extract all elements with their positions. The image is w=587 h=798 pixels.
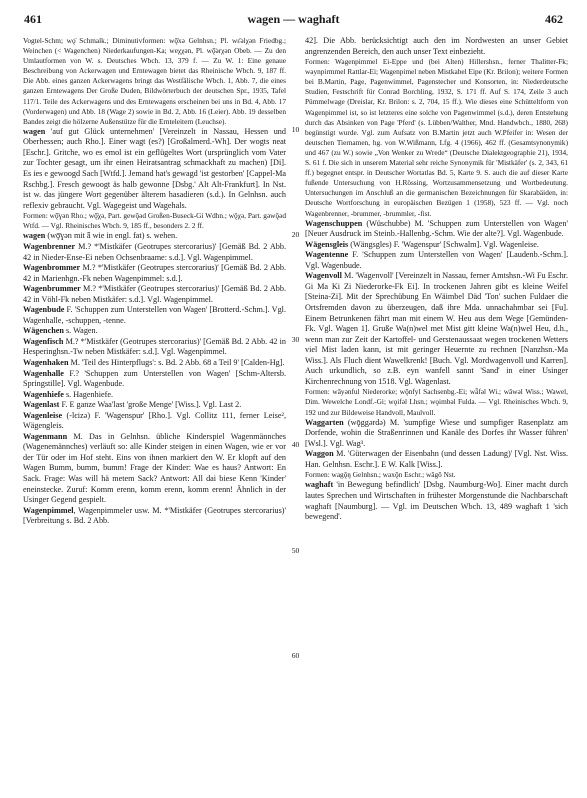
entry-text: F. E ganze Waa'last 'große Menge' [Wiss.]. Vgl. Last 2. xyxy=(59,400,242,410)
entry-headword: Wagenleise xyxy=(23,410,63,420)
entry-text: (Wängsgles) F. 'Wagenspur' [Schwalm]. Vgl. Wagenleise. xyxy=(348,239,539,249)
dictionary-entry xyxy=(305,219,568,240)
entry-text: Formen: wāyənful Niederorke; wǭnfyl Sachsenbg.-Ei; wǟfəl Wi.; wāwəl Wiss.; Wawel, Dim. Wewelche Londf.-Gi; wǫifəl Lhsn.; wǫimbəl Fulda. — Vgl. Rheinisches Wbch. 9, 192 und zur Bildeweise Handvoll, Maulvoll. xyxy=(305,387,568,417)
line-number: 20 xyxy=(291,230,300,239)
dictionary-entry xyxy=(23,432,286,506)
dictionary-entry xyxy=(23,127,286,211)
page-header xyxy=(24,12,563,28)
entry-headword: Wagenbrummer xyxy=(23,284,81,294)
entry-text: (Wüschubbe) M. 'Schuppen zum Unterstellen von Wagen' [Neuer Ausdruck im Steinb.-Hallenbg.-Schm. Wie der alte?]. Vgl. Wagenbude. xyxy=(305,218,568,239)
entry-headword: Wagenlast xyxy=(23,400,60,410)
dictionary-entry xyxy=(305,240,568,251)
entry-note xyxy=(305,57,568,219)
entry-note xyxy=(305,36,568,57)
entry-text: , Wagenpimmeler usw. M. *'Mistkäfer (Geotrupes stercorarius)' [Verbreitung s. Bd. 2 Abb. xyxy=(23,505,286,526)
entry-text: M. 'Teil des Hinterpflugs': s. Bd. 2 Abb. 68 a Teil 9' [Calden-Hg]. xyxy=(68,357,285,367)
entry-text: s. Hagenhiefe. xyxy=(63,389,114,399)
entry-note xyxy=(305,470,568,480)
entry-text: Formen: wagǭŋ Gelnhsn.; waxǭn Eschr.; wāgō Nst. xyxy=(305,470,456,480)
dictionary-entry xyxy=(23,411,286,432)
page-number-right: 462 xyxy=(545,12,563,26)
entry-headword: Wagenvoll xyxy=(305,271,342,281)
entry-text: Vogtel-Schm; wǫ̈ Schmalk.; Diminutivformen: wǭ̈xə Gelnhsn.; Pl. wɛ̄əlχən Friedbg.; Weinchen (< Wagenchen) Niederkaufungen-Ka; weχχən, Pl. wǭ̈ərχən Obeb. — Zu den Umlautformen von W. s. Deutsches Wbch. 13, 379 f. — Zu W. 1: Eine genaue Beschreibung von Ackerwagen und Erntewagen bietet das Rheinische Wbch. 9, 187 ff. Die Abb. eines ganzen Ackerwagens bringt das Westfälische Wbch. 1, Abb. 7, die eines ganzen Erntewagens Der Große Duden, Bildwörterbuch der deutschen Spr., 1935, Tafel 117/1. Teile des Ackerwagens und des Erntewagens erscheinen bei uns in Bd. 4, Abb. 17 (Vorderwagen) und Abb. 18 (Wage 2) sowie in Bd. 2, Abb. 16 (Leier). Abb. 19 desselben Bandes zeigt die hölzerne Außenstütze für die Ernteleitern (Leuchse). xyxy=(23,36,286,126)
entry-headword: Wagentenne xyxy=(305,250,349,260)
dictionary-entry xyxy=(23,242,286,263)
entry-text: F. 'Schuppen zum Unterstellen von Wagen' [Laudenb.-Schm.]. Vgl. Wagenbude. xyxy=(305,250,568,270)
entry-headword: Wagenhaken xyxy=(23,357,69,367)
entry-text: (wǭggərdə) M. 'sumpfige Wiese und sumpfiger Rasenplatz am Dorfende, wohin die Straßenrinnen und Kanäle des Dorfes ihr Wasser führen' [Wsl.]. Vgl. Wag³. xyxy=(305,417,568,448)
dictionary-entry xyxy=(23,284,286,305)
dictionary-entry xyxy=(305,418,568,450)
line-number-gutter xyxy=(286,36,305,791)
entry-text: M.? *'Mistkäfer (Geotrupes stercorarius)' [Gemäß Bd. 2 Abb. 42 in Hesperinghsn.-Tw neben Mistkäfer: s.d.]. Vgl. Wagenpimmel. xyxy=(23,336,286,357)
entry-text: Formen: wǭ̄ɣən Rho.; wǭ̄χə, Part. gewǭəd Großen-Buseck-Gi Wdhn.; wǭχə, Part. gəwǭəd Wtfd. — Vgl. Rheinisches Wbch. 9, 185 ff., besonders 2. 2 ff. xyxy=(23,211,286,231)
entry-text: M. 'Güterwagen der Eisenbahn (und dessen Ladung)' [Vgl. Nst. Wiss. Han. Gelnhsn. Eschr.]. E W. Kalk [Wiss.]. xyxy=(305,449,568,469)
line-number: 10 xyxy=(291,125,300,134)
entry-text: F.? 'Schuppen zum Unterstellen von Wagen' [Schm-Altersb. Springstille]. Vgl. Wagenbude. xyxy=(23,368,286,389)
right-column xyxy=(305,36,568,791)
entry-headword: Wagenbrenner xyxy=(23,241,76,251)
entry-text: M. Das in Gelnhsn. übliche Kinderspiel Wagenmännches (Wagenemännches) verläuft so: alle Kinder steigen in einen Wagen, wie er vor der Tür oder im Hof steht. Eins von ihnen markiert den W. Er klopft auf den Wagen Bumm, bumm, bumm! Frage der Kinder: Wae es haus? Antwort: En Sack. Frage: Was will hä metem Sack? Antwort: All dai biese Kenn 'Kinder' eneinstecke. Zuruf: Komm erenn, komm erenn, komm erenn! Ähnlich in der Usinger Gegend gespielt. xyxy=(23,431,286,505)
entry-headword: wagen xyxy=(23,231,46,241)
entry-headword: Wagenschuppen xyxy=(305,218,363,228)
entry-text: 'in Bewegung befindlich' [Dsbg. Naumburg-Wo]. Einer macht durch lautes Sprechen und Wirtschaften in frühester Morgenstunde die Nachbarschaft waghaft [Naumburg]. — Vgl. im Deutschen Wbch. 13, 489 waghaft 1 'sich bewegend'. xyxy=(305,480,568,522)
dictionary-entry xyxy=(23,337,286,358)
dictionary-entry xyxy=(23,358,286,369)
entry-text: 'auf gut Glück unternehmen' [Vereinzelt in Nassau, Hessen und Oberhessen; auch Rho.]. Einer wagt (es?) [Großalmerd.-Wh]. Der wogts neat [Eschr.]. Gritche, wo es emol ist ein geflügeltes Wort (ursprünglich vom Vater zur Tochter gesagt, um ihr einen Heiratsantrag schmackhaft zu machen) [Di]. Es ies e gewoogd Sach [Wtfd.]. Jemand hat's gewagd 'ist gestorben' [Cappel-Ma Rschbg.]. Fresch gewoogt äs halb gewonne [Dsbg.' Alt Alt-Frankfurt]. In Nst. ist w. das jüngere Wort gegenüber älterem hasadieren (s.d.). In Gelnhsn. auch reflexiv gebraucht. Vgl. Wagegeist und Wagehals. xyxy=(23,126,286,210)
entry-headword: Wagenbude xyxy=(23,305,65,315)
entry-text: F. 'Schuppen zum Unterstellen von Wagen' [Brotterd.-Schm.]. Vgl. Wagenhalle, -schuppen, -tenne. xyxy=(23,305,286,325)
running-head: wagen — waghaft xyxy=(247,12,340,26)
line-number: 60 xyxy=(291,651,300,660)
line-number: 30 xyxy=(291,335,300,344)
page-number-left: 461 xyxy=(24,12,42,26)
entry-headword: Wägenchen xyxy=(23,326,64,336)
dictionary-entry xyxy=(23,369,286,390)
left-column xyxy=(23,36,286,791)
entry-text: M. 'Wagenvoll' [Vereinzelt in Nassau, ferner Amtshsn.-Wi Fu Eschr. Gi Ma Ki Zi Niederorke-Fk Ei]. In trockenen Jahren gibt es kleine Weifel [Steina-Zi]. Mit der Sprechübung En Wäimbel Däd 'Ton' suchen Fuldaer die Ortsfremden davon zu überzeugen, daß ihre Mda. unnachahmbar sei [Fu]. Einem Betrunkenen fährt man mit einem W. Heu aus dem Wege [Gemünden-Fk. Vgl. Wagen 1]. Gruße Wa(n)wel met Mist gitt kleine Wa(n)wel Heu, d.h., wenn man zur Zeit der Kartoffel- und Gerstenaussaat wegen trockenen Wetters viel Mist laden kann, ist mit geringer Heuernte zu rechnen [Nanzhsn.-Ma Wiss.]. Als Fluch dient Wawelkrenk! [Buch. Vgl. Mordwagenvoll und Karren]. Auch urkundlich, so z.B. eyn wanfell sannt 'Sand' in einer Usinger Kirchenrechnung von 1518. Vgl. Wagenlast. xyxy=(305,271,568,386)
dictionary-entry xyxy=(305,271,568,387)
entry-text: M.? *'Mistkäfer (Geotrupes stercorarius)' [Gemäß Bd. 2 Abb. 42 in Vöhl-Fk neben Mistkäfer: s.d.]. Vgl. Wagenpimmel. xyxy=(23,284,286,304)
dictionary-entry xyxy=(23,390,286,401)
entry-note xyxy=(23,211,286,231)
line-number: 40 xyxy=(291,440,300,449)
dictionary-entry xyxy=(305,449,568,470)
dictionary-entry xyxy=(305,480,568,522)
entry-headword: Waggon xyxy=(305,449,334,459)
line-number: 50 xyxy=(291,546,300,555)
entry-note xyxy=(23,36,286,127)
dictionary-entry xyxy=(23,506,286,527)
entry-headword: wagen xyxy=(23,126,46,136)
entry-headword: Wägensgleis xyxy=(305,239,349,249)
dictionary-entry xyxy=(23,263,286,284)
entry-headword: Wagenfisch xyxy=(23,336,64,346)
entry-headword: Waggarten xyxy=(305,417,344,427)
entry-text: s. Wagen. xyxy=(63,326,98,336)
entry-text: Formen: Wagenpimmel Ei-Eppe und (bei Alten) Hillershsn., ferner Thalitter-Fk; waynpirmmel Rattlar-Ei; Wagenpimel neben Mistkabel Eipe (Kr. Brilon); weitere Formen bei B.Martin, Page, Pagenwimmel, Pagenstecher und Konsorten, in: Niederdeutsche Studien, Festschrift für Conrad Borchling, 1932, S. 171 ff. Auf S. 174, Zeile 3 auch Pümmelwage (Dreislar, Kr. Brilon: s. 2, 704, 15 ff.). Wie dieses eine Schütteltform von Wagenpimmel ist, so ist letzteres eine solche von Pagenwimmel (s.d.), deren Entstehung durch das Absinken von Page 'Pferd' (s. Lübben/Walther, Mnd. Handwbch., 1880, 268) begünstigt wurde. Vgl. zum Aufsatz von B.Martin jetzt auch W.Pfeifer in: Wesen der deutschen Tiernamen, hg. von W.Wißmann, Lfg. 4 (1966), 462 ff. (Gesamtsynonymik) und 467 (zu W.) sowie „Von Wenker zu Wrede“ (Deutsche Dialektgeographie 21), 1934, S. 61 f. Die sich in unserem Material sehr reiche Synonymik für 'Mistkäfer' (s. 2, 343, 61 ff.) begegnet entspr. in Deutscher Wortatlas Bd. 5, Karte 9. S. auch die auf dieser Karte fußende Untersuchung von H.Rössing, Wortzusammensetzung und Wortbedeutung. Untersuchungen im Anschluß an die germanischen Bezeichnungen für Skarabäiden, in: Deutsche Wortforschung in europäischen Bezügen 1 (1958), 523 ff. — Vgl. noch Wagenbrenner, -brummer, -brummler, -fist. xyxy=(305,57,568,218)
entry-text: M.? *'Mistkäfer (Geotrupes stercorarius)' [Gemäß Bd. 2 Abb. 42 in Nieder-Ense-Ei neben Ochsenbraame: s.d.]. Vgl. Wagenpimmel. xyxy=(23,241,286,262)
entry-note xyxy=(305,387,568,417)
dictionary-entry xyxy=(23,305,286,326)
entry-headword: Wagenmann xyxy=(23,431,68,441)
entry-headword: Wagenpimmel xyxy=(23,505,74,515)
entry-headword: waghaft xyxy=(305,480,334,490)
dictionary-entry xyxy=(23,400,286,411)
entry-headword: Wagenhalle xyxy=(23,368,64,378)
dictionary-entry xyxy=(23,326,286,337)
dictionary-entry xyxy=(23,231,286,242)
entry-headword: Wagenhiefe xyxy=(23,389,64,399)
dictionary-entry xyxy=(305,250,568,271)
entry-text: M.? *'Mistkäfer (Geotrupes stercorarius)' [Gemäß Bd. 2 Abb. 42 in Marienhgn.-Fk neben Wagenpimmel: s.d.]. xyxy=(23,263,286,283)
entry-text: 42]. Die Abb. berücksichtigt auch den im Nordwesten an unser Gebiet angrenzenden Bereich, den auch unser Text einbezieht. xyxy=(305,36,568,56)
entry-text: (wǭ̄ɣən mit ǟ wie in engl. fat) s. wehen. xyxy=(45,231,178,241)
entry-headword: Wagenbrommer xyxy=(23,263,81,273)
entry-text: (-lєizə) F. 'Wagenspur' [Rho.]. Vgl. Collitz 111, ferner Leise², Wägengleis. xyxy=(23,410,286,431)
